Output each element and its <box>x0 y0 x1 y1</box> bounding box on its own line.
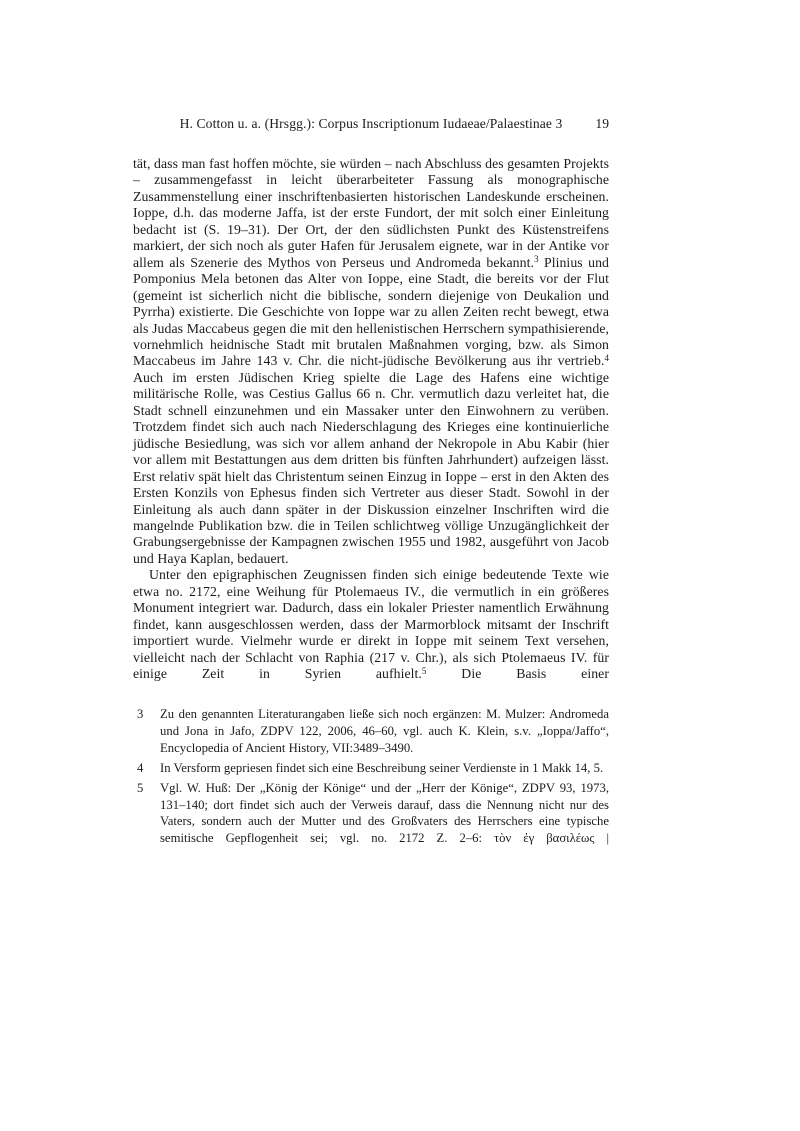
footnote-marker-3: 3 <box>533 254 539 265</box>
footnote-text: Zu den genannten Literaturangaben ließe sich noch ergänzen: M. Mulzer: Andromeda und Jona in Jafo, ZDPV 122, 2006, 46–60, vgl. auch K. Klein, s.v. „Ioppa/Jaffo“, Encyclopedia of Ancient History, VII:3489–3490. <box>160 707 609 755</box>
footnote-text: In Versform gepriesen findet sich eine Beschreibung seiner Verdienste in 1 Makk 14, 5. <box>160 760 604 775</box>
text-block <box>133 156 609 683</box>
footnote-text: Vgl. W. Huß: Der „König der Könige“ und der „Herr der Könige“, ZDPV 93, 1973, 131–140; dort findet sich auch der Verweis darauf, dass die Nennung nicht nur des Vaters, sondern auch der Mutter und des Großvaters des Herrschers eine typische semitische Gepflogenheit sei; vgl. no. 2172 Z. 2–6: τὸν ἐγ βασιλέως | <box>160 780 609 846</box>
body-text: Plinius und Pomponius Mela betonen das Alter von Ioppe, eine Stadt, die bereits vor der Flut (gemeint ist sicherlich nicht die biblische, sondern diejenige von Deukalion und Pyrrha) existierte. Die Geschichte von Ioppe war zu allen Zeiten recht bewegt, etwa als Judas Maccabeus gegen die mit den hellenistischen Herrschern sympathisierende, vornehmlich heidnische Stadt mit brutalen Maßnahmen vorging, bzw. als Simon Maccabeus im Jahre 143 v. Chr. die nicht-jüdische Bevölkerung aus ihr vertrieb. <box>133 254 609 369</box>
footnote-number: 3 <box>137 707 144 721</box>
footnote-marker-4: 4 <box>604 352 609 363</box>
page-number: 19 <box>595 116 609 131</box>
running-head <box>133 116 609 132</box>
body-text: Auch im ersten Jüdischen Krieg spielte die Lage des Hafens eine wichtige militärische Rolle, was Cestius Gallus 66 n. Chr. vermutlich dazu verleitet hat, die Stadt schnell einzunehmen und ein Massaker unter den Einwohnern zu verüben. Trotzdem findet sich auch nach Niederschlagung des Krieges eine kontinuierliche jüdische Besiedlung, was sich vor allem anhand der Nekropole in Abu Kabir (hier vor allem mit Bestattungen aus dem dritten bis fünften Jahrhundert) aufzeigen lässt. Erst relativ spät hielt das Christentum seinen Einzug in Ioppe – erst in den Akten des Ersten Konzils von Ephesus finden sich Vertreter aus dieser Stadt. Sowohl in der Einleitung als auch dann später in der Diskussion einzelner Inschriften wird die mangelnde Publikation bzw. die in Teilen schlichtweg völlige Unzugänglichkeit der Grabungsergebnisse der Kampagnen zwischen 1955 und 1982, ausgeführt von Jacob und Haya Kaplan, bedauert. <box>133 369 609 566</box>
running-head-title: H. Cotton u. a. (Hrsgg.): Corpus Inscriptionum Iudaeae/Palaestinae 3 <box>179 116 563 131</box>
footnote-item <box>133 706 609 757</box>
footnote-item <box>133 760 609 777</box>
footnote-item <box>133 780 609 848</box>
footnote-number: 5 <box>137 780 144 795</box>
body-text: Die Basis einer <box>426 666 609 682</box>
body-text: tät, dass man fast hoffen möchte, sie würden – nach Abschluss des gesamten Projekts – zusammengefasst in leicht überarbeiteter Fassung als monographische Zusammenstellung einer inschriftenbasierten historischen Landeskunde erscheinen. Ioppe, d.h. das moderne Jaffa, ist der erste Fundort, der mit solch einer Einleitung bedacht ist (S. 19–31). Der Ort, der den südlichsten Punkt des Küstenstreifens markiert, der sich noch als guter Hafen für Jerusalem eignete, war in der Antike vor allem als Szenerie des Mythos von Perseus und Andromeda bekannt. <box>133 156 609 270</box>
footnotes-section <box>133 706 609 850</box>
body-text: Unter den epigraphischen Zeugnissen finden sich einige bedeutende Texte wie etwa no. 2172, eine Weihung für Ptolemaeus IV., die vermutlich in ein größeres Monument integriert war. Dadurch, dass ein lokaler Priester namentlich Erwähnung findet, kann ausgeschlossen werden, dass der Marmorblock mitsamt der Inschrift importiert wurde. Vielmehr wurde er direkt in Ioppe mit seinem Text versehen, vielleicht nach der Schlacht von Raphia (217 v. Chr.), als sich Ptolemaeus IV. für einige Zeit in Syrien aufhielt. <box>133 567 609 682</box>
body-paragraph-2 <box>133 567 609 682</box>
footnote-marker-5: 5 <box>421 665 427 676</box>
footnote-number: 4 <box>137 760 144 775</box>
body-paragraph-1 <box>133 156 609 567</box>
